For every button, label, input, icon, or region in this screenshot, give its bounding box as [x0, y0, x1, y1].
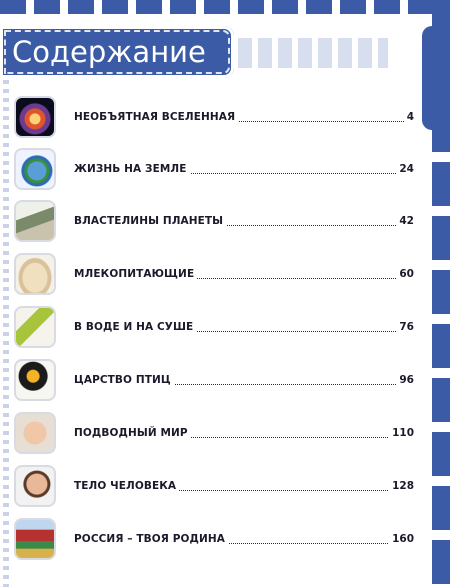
dinosaur-icon: [14, 200, 56, 242]
top-decorative-stripe: [0, 0, 450, 14]
toc-entry-title: ПОДВОДНЫЙ МИР: [74, 427, 191, 439]
toc-entry[interactable]: [14, 412, 414, 456]
title-ghost-bar: [238, 38, 388, 68]
toc-entry-page: 96: [396, 374, 414, 386]
toc-entry-title: ЦАРСТВО ПТИЦ: [74, 374, 174, 386]
toc-entry-page: 42: [396, 215, 414, 227]
toc-entry-title: ТЕЛО ЧЕЛОВЕКА: [74, 480, 179, 492]
pufferfish-icon: [14, 412, 56, 454]
toc-entry-page: 60: [396, 268, 414, 280]
galaxy-icon: [14, 96, 56, 138]
toc-entry[interactable]: [14, 306, 414, 350]
right-tab-marker: [422, 26, 450, 130]
toc-entry-page: 4: [404, 111, 414, 123]
toc-entry[interactable]: [14, 359, 414, 403]
title-banner: [0, 26, 234, 78]
toc-entry-title: РОССИЯ – ТВОЯ РОДИНА: [74, 533, 228, 545]
toc-entry-title: В ВОДЕ И НА СУШЕ: [74, 321, 196, 333]
toc-entry-title: МЛЕКОПИТАЮЩИЕ: [74, 268, 197, 280]
toc-entry-title: ВЛАСТЕЛИНЫ ПЛАНЕТЫ: [74, 215, 226, 227]
toc-entry[interactable]: [14, 253, 414, 297]
earth-icon: [14, 148, 56, 190]
boy-icon: [14, 465, 56, 507]
lizard-icon: [14, 306, 56, 348]
toc-entry-page: 76: [396, 321, 414, 333]
toc-entry-page: 128: [389, 480, 414, 492]
toucan-icon: [14, 359, 56, 401]
lion-icon: [14, 253, 56, 295]
toc-entry[interactable]: [14, 465, 414, 509]
toc-entry-page: 160: [389, 533, 414, 545]
cathedral-icon: [14, 518, 56, 560]
toc-entry[interactable]: [14, 518, 414, 562]
page-title: Содержание: [12, 35, 206, 69]
toc-entry-page: 110: [389, 427, 414, 439]
toc-entry[interactable]: [14, 148, 414, 192]
toc-entry-title: ЖИЗНЬ НА ЗЕМЛЕ: [74, 163, 190, 175]
toc-entry[interactable]: [14, 200, 414, 244]
toc-entry-page: 24: [396, 163, 414, 175]
left-dotted-border: [3, 80, 9, 587]
toc-entry[interactable]: [14, 96, 414, 140]
toc-entry-title: НЕОБЪЯТНАЯ ВСЕЛЕННАЯ: [74, 111, 238, 123]
